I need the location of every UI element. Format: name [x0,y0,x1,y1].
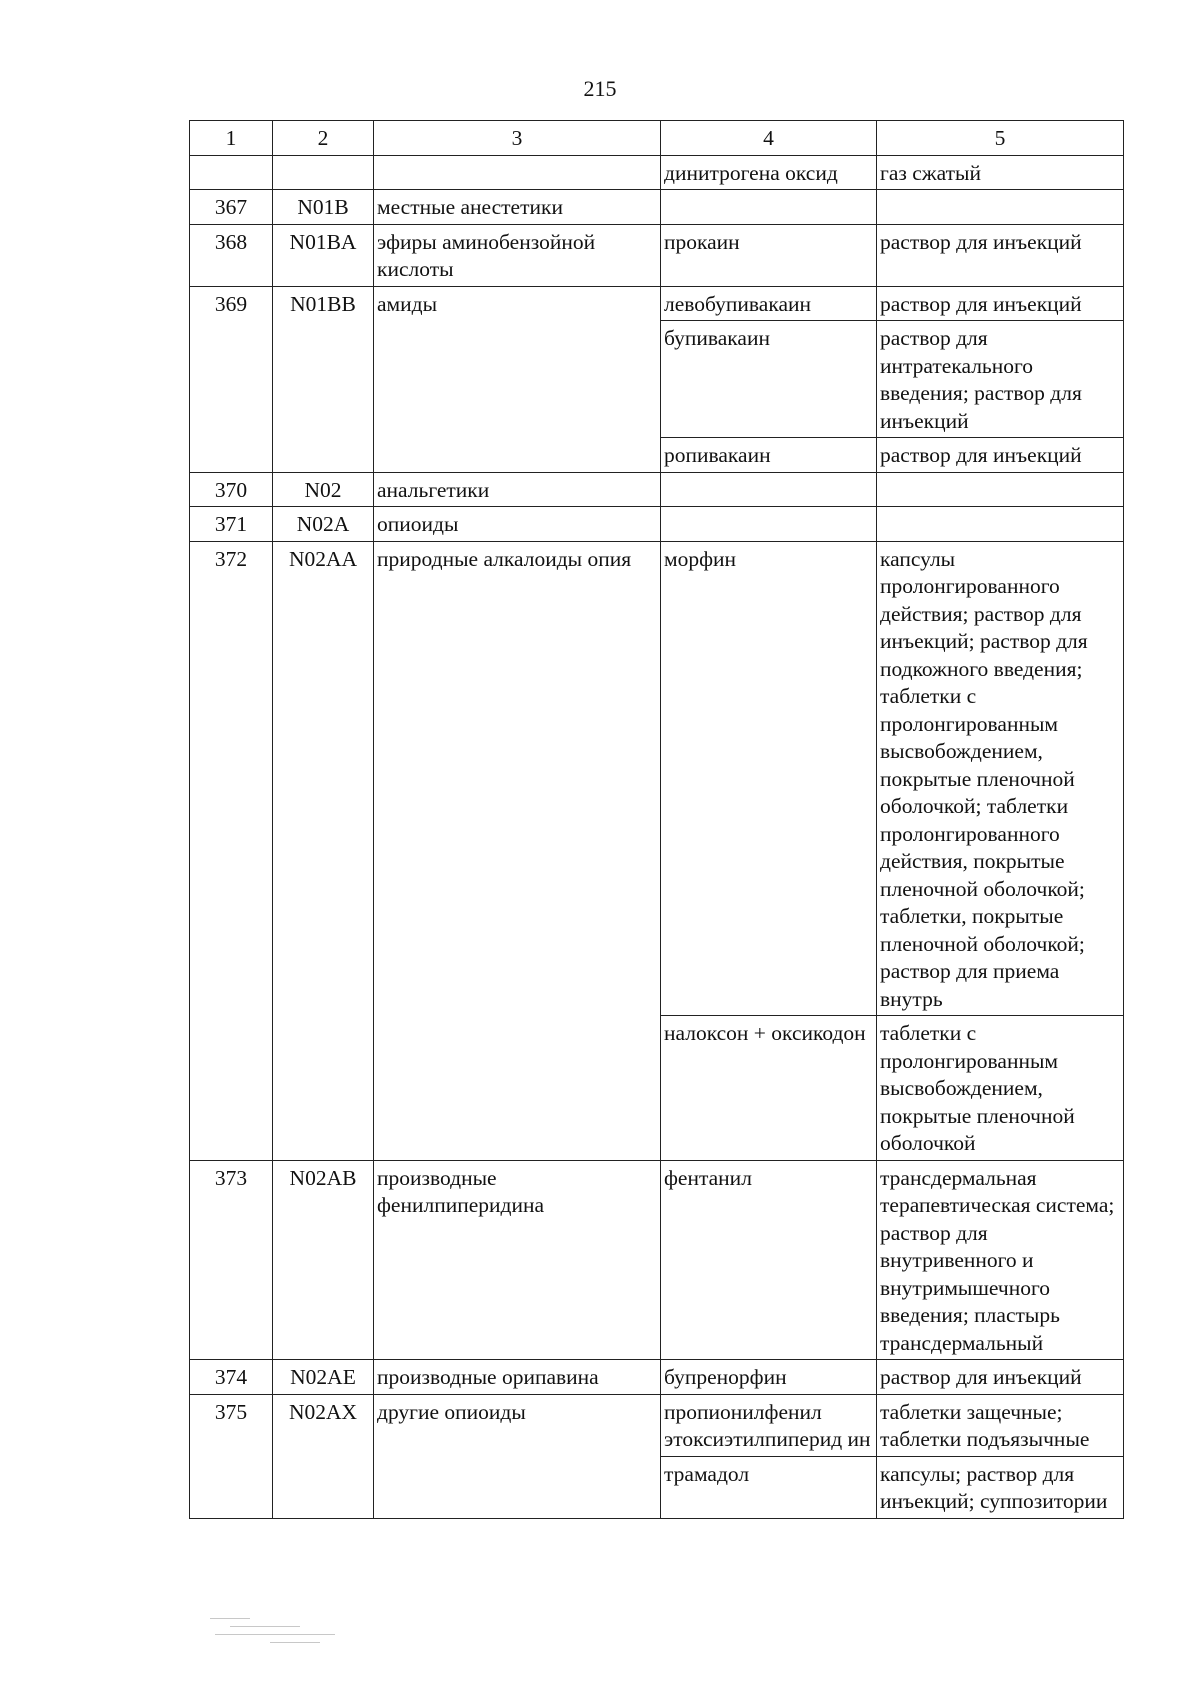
table-row [190,507,1124,542]
atc-code: N02 [273,472,374,507]
row-number: 368 [190,224,273,286]
page-number: 215 [583,76,617,101]
dosage-form [877,472,1124,507]
row-number: 369 [190,286,273,472]
header-col-5: 5 [877,121,1124,156]
dosage-form: капсулы пролонгированного действия; раствор для инъекций; раствор для подкожного введения; таблетки с пролонгированным высвобождением, покрытые пленочной оболочкой; таблетки пролонгированного действия, покрытые пленочной оболочкой; таблетки, покрытые пленочной оболочкой; раствор для приема внутрь [877,541,1124,1016]
drug-list-table [189,120,1124,1519]
table-row [190,1160,1124,1360]
atc-code: N02A [273,507,374,542]
row-number: 373 [190,1160,273,1360]
header-col-4: 4 [661,121,877,156]
table-row [190,541,1124,1016]
group-name: природные алкалоиды опия [374,541,661,1160]
atc-code [273,155,374,190]
row-number: 375 [190,1394,273,1518]
drug-name: фентанил [661,1160,877,1360]
header-col-1: 1 [190,121,273,156]
group-name: другие опиоиды [374,1394,661,1518]
drug-name: трамадол [661,1456,877,1518]
drug-name: динитрогена оксид [661,155,877,190]
dosage-form [877,507,1124,542]
drug-name: морфин [661,541,877,1016]
atc-code: N01B [273,190,374,225]
row-number: 370 [190,472,273,507]
row-number: 367 [190,190,273,225]
drug-name: налоксон + оксикодон [661,1016,877,1161]
drug-name: бупивакаин [661,321,877,438]
table-row [190,472,1124,507]
group-name: производные фенилпиперидина [374,1160,661,1360]
group-name: амиды [374,286,661,472]
drug-name: бупренорфин [661,1360,877,1395]
header-col-2: 2 [273,121,374,156]
drug-name: левобупивакаин [661,286,877,321]
dosage-form: капсулы; раствор для инъекций; суппозитории [877,1456,1124,1518]
drug-name [661,507,877,542]
header-row [190,121,1124,156]
group-name [374,155,661,190]
dosage-form: трансдермальная терапевтическая система; раствор для внутривенного и внутримышечного введения; пластырь трансдермальный [877,1160,1124,1360]
atc-code: N01BB [273,286,374,472]
row-number: 371 [190,507,273,542]
table-row [190,190,1124,225]
group-name: производные орипавина [374,1360,661,1395]
dosage-form: раствор для инъекций [877,1360,1124,1395]
dosage-form: раствор для интратекального введения; раствор для инъекций [877,321,1124,438]
dosage-form: таблетки с пролонгированным высвобождением, покрытые пленочной оболочкой [877,1016,1124,1161]
group-name: анальгетики [374,472,661,507]
scan-artifact [210,1612,380,1652]
row-number [190,155,273,190]
table-row [190,286,1124,321]
group-name: эфиры аминобензойной кислоты [374,224,661,286]
row-number: 374 [190,1360,273,1395]
row-number: 372 [190,541,273,1160]
atc-code: N02AX [273,1394,374,1518]
group-name: местные анестетики [374,190,661,225]
atc-code: N02AB [273,1160,374,1360]
drug-name: ропивакаин [661,438,877,473]
drug-name [661,472,877,507]
drug-name: пропионилфенил этоксиэтилпиперид ин [661,1394,877,1456]
drug-name: прокаин [661,224,877,286]
dosage-form: таблетки защечные; таблетки подъязычные [877,1394,1124,1456]
group-name: опиоиды [374,507,661,542]
dosage-form: газ сжатый [877,155,1124,190]
dosage-form: раствор для инъекций [877,286,1124,321]
dosage-form: раствор для инъекций [877,438,1124,473]
table-row [190,224,1124,286]
table-row [190,1394,1124,1456]
atc-code: N02AA [273,541,374,1160]
atc-code: N01BA [273,224,374,286]
drug-name [661,190,877,225]
header-col-3: 3 [374,121,661,156]
dosage-form [877,190,1124,225]
atc-code: N02AE [273,1360,374,1395]
table-row [190,155,1124,190]
table-row [190,1360,1124,1395]
dosage-form: раствор для инъекций [877,224,1124,286]
